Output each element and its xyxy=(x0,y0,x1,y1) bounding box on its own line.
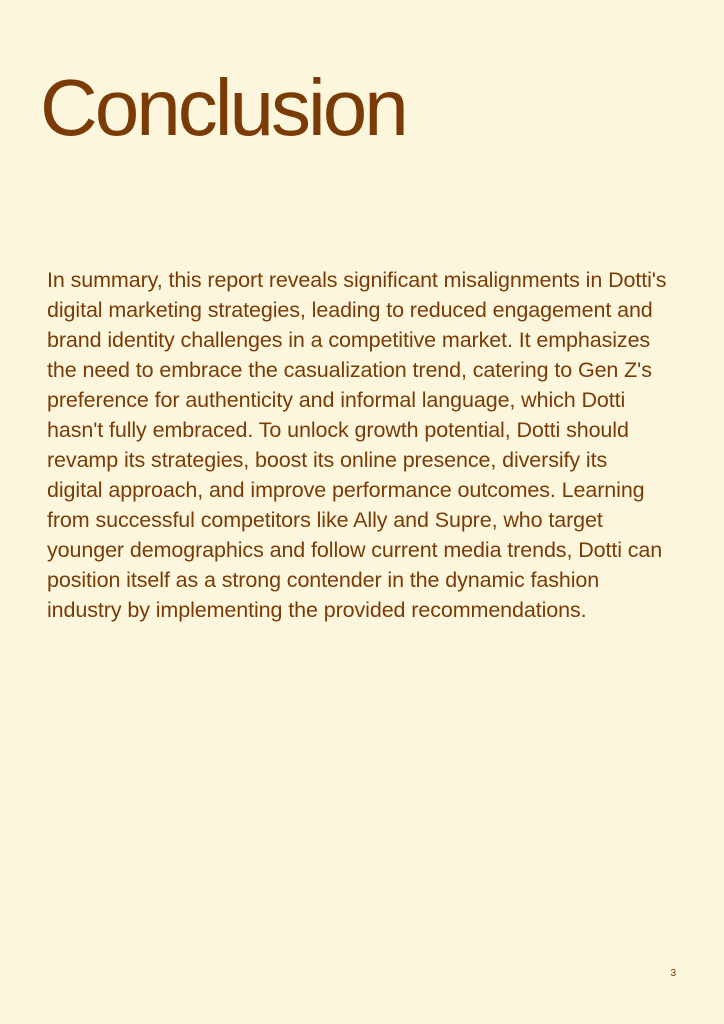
page-number: 3 xyxy=(670,968,676,979)
conclusion-paragraph: In summary, this report reveals significant misalignments in Dotti's digital marketing strategies, leading to reduced engagement and brand identity challenges in a competitive market. It emphasizes the need to embrace the casualization trend, catering to Gen Z's preference for authenticity and informal language, which Dotti hasn't fully embraced. To unlock growth potential, Dotti should revamp its strategies, boost its online presence, diversify its digital approach, and improve performance outcomes. Learning from successful competitors like Ally and Supre, who target younger demographics and follow current media trends, Dotti can position itself as a strong contender in the dynamic fashion industry by implementing the provided recommendations. xyxy=(47,268,667,622)
page-title: Conclusion xyxy=(40,63,406,152)
